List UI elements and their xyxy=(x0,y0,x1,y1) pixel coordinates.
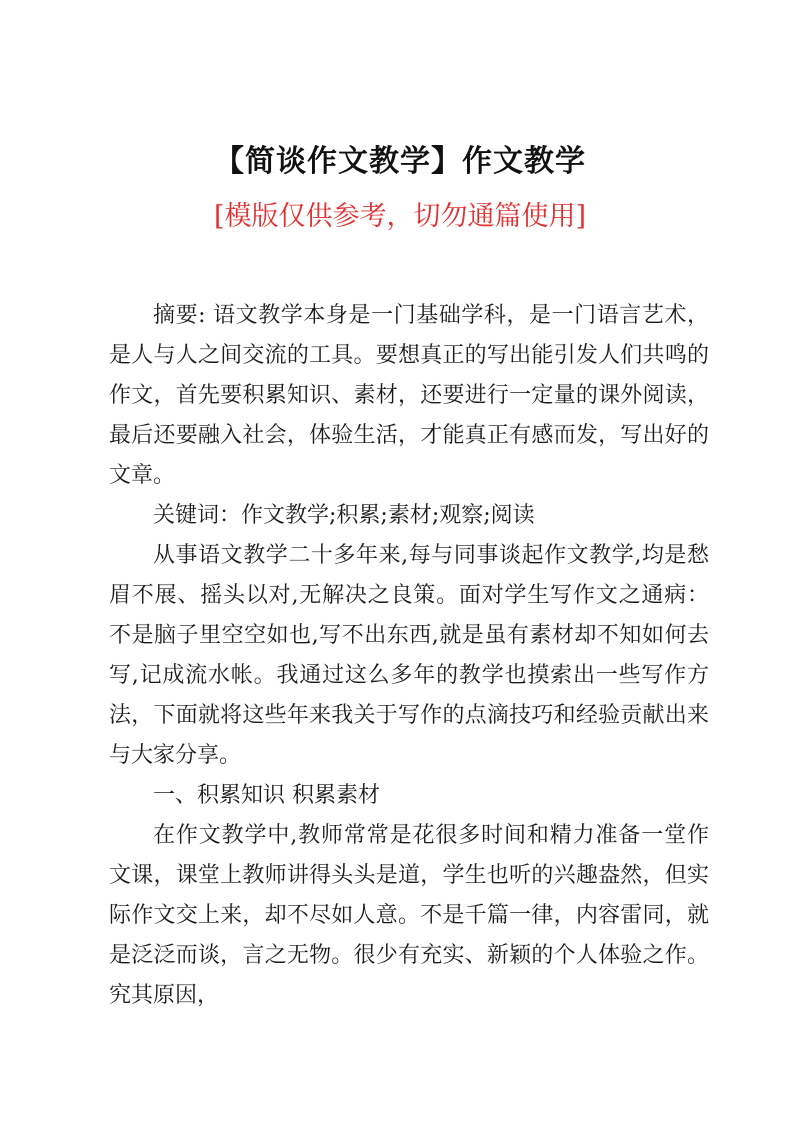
document-title: 【简谈作文教学】作文教学 xyxy=(214,144,586,179)
document-subtitle: [模版仅供参考，切勿通篇使用] xyxy=(213,201,587,232)
section-heading: 一、积累知识 积累素材 xyxy=(153,783,380,808)
keywords-paragraph: 关键词：作文教学;积累;素材;观察;阅读 xyxy=(153,503,535,528)
abstract-paragraph: 摘要: 语文教学本身是一门基础学科，是一门语言艺术，是人与人之间交流的工具。要想真正的写出能引发人们共鸣的作文，首先要积累知识、素材，还要进行一定量的课外阅读，最后还要融入社会，体验生活，才能真正有感而发，写出好的文章。 xyxy=(109,303,709,488)
intro-paragraph: 从事语文教学二十多年来,每与同事谈起作文教学,均是愁眉不展、摇头以对,无解决之良策。面对学生写作文之通病：不是脑子里空空如也,写不出东西,就是虽有素材却不知如何去写,记成流水帐。我通过这么多年的教学也摸索出一些写作方法，下面就将这些年来我关于写作的点滴技巧和经验贡献出来与大家分享。 xyxy=(109,543,709,768)
document-body xyxy=(109,296,709,1016)
body-paragraph: 在作文教学中,教师常常是花很多时间和精力准备一堂作文课，课堂上教师讲得头头是道，学生也听的兴趣盎然，但实际作文交上来，却不尽如人意。不是千篇一律，内容雷同，就是泛泛而谈，言之无物。很少有充实、新颖的个人体验之作。究其原因， xyxy=(109,823,709,1008)
